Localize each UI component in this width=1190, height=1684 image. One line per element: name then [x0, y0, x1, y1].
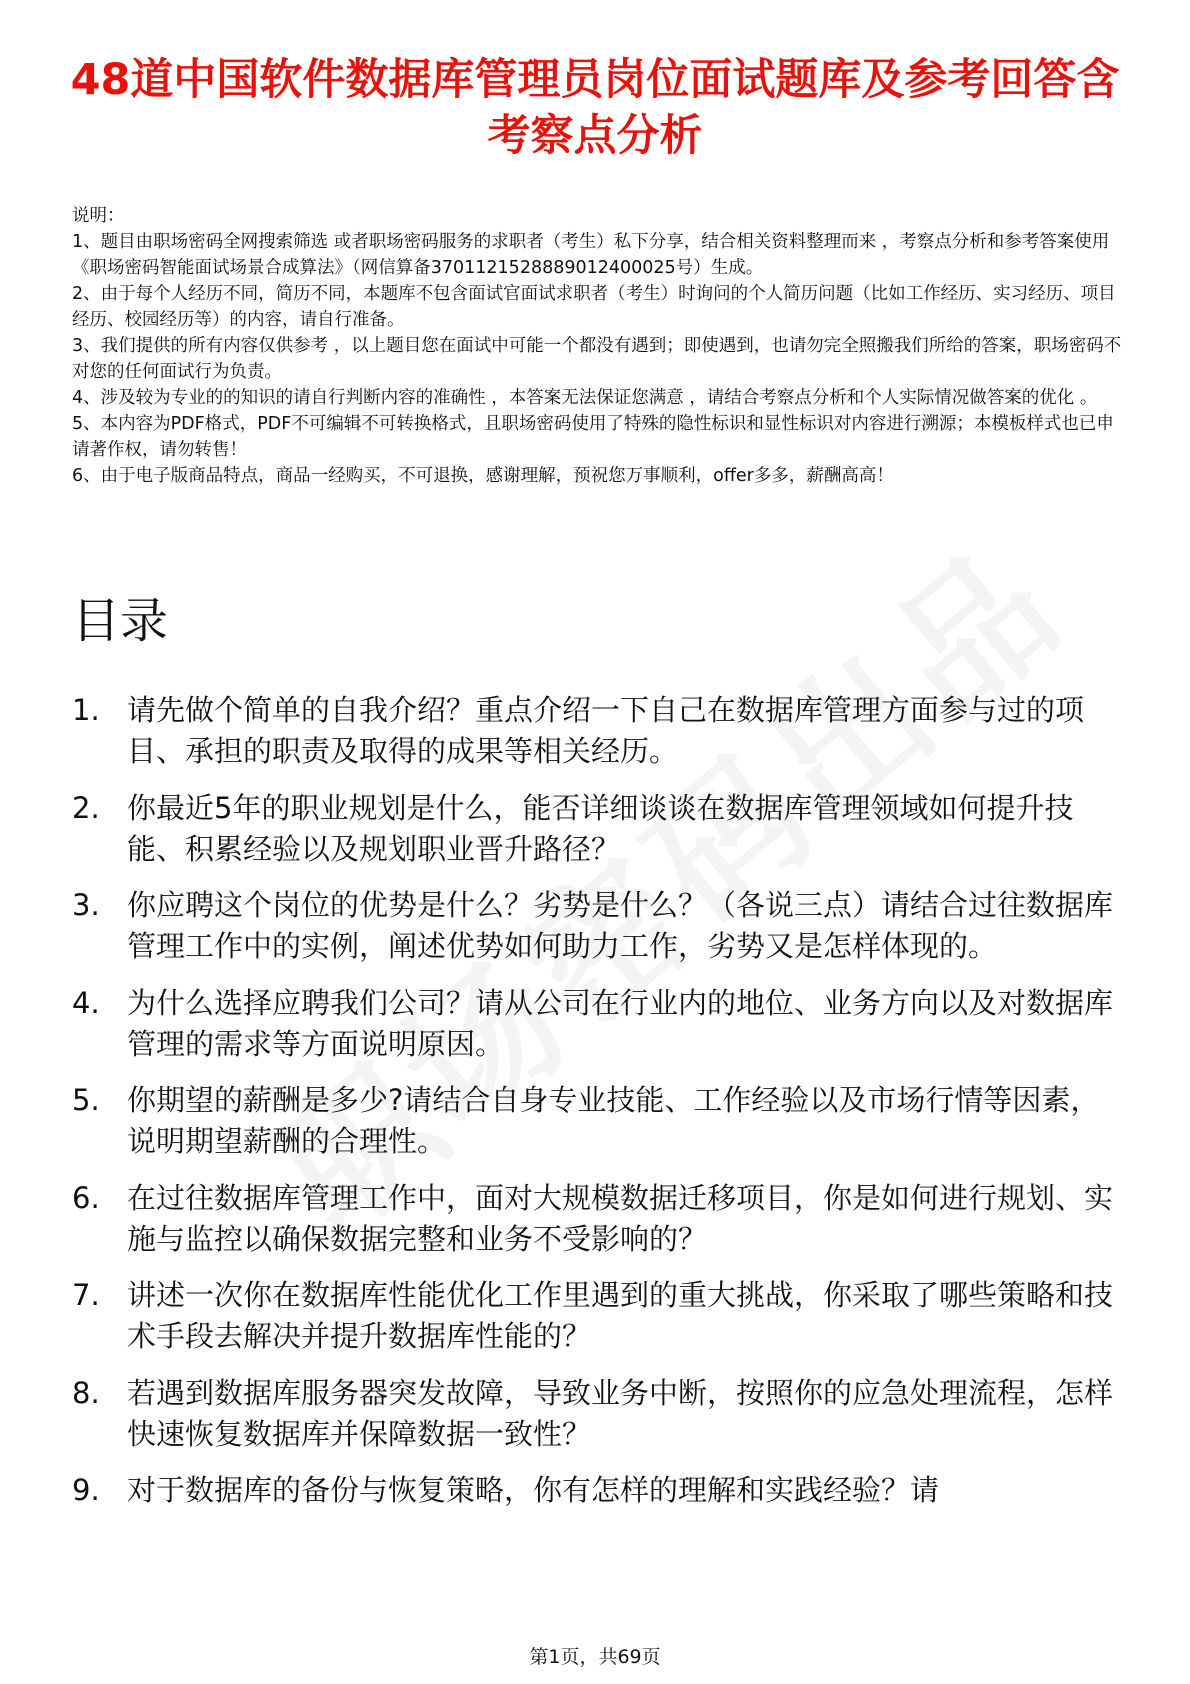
toc-item-text: 在过往数据库管理工作中，面对大规模数据迁移项目，你是如何进行规划、实施与监控以确保数据完整和业务不受影响的？ — [127, 1180, 1114, 1256]
document-title: 48道中国软件数据库管理员岗位面试题库及参考回答含考察点分析 — [70, 55, 1120, 161]
notes-line-4: 4、涉及较为专业的的知识的请自行判断内容的准确性 ，本答案无法保证您满意 ，请结合考察点分析和个人实际情况做答案的优化 。 — [72, 388, 1098, 408]
notes-line-6: 6、由于电子版商品特点，商品一经购买，不可退换，感谢理解，预祝您万事顺利，offer多多，薪酬高高！ — [72, 466, 894, 486]
toc-item-text: 你最近5年的职业规划是什么，能否详细谈谈在数据库管理领域如何提升技能、积累经验以及规划职业晋升路径？ — [127, 790, 1074, 866]
notes-line-3: 3、我们提供的所有内容仅供参考 ，以上题目您在面试中可能一个都没有遇到；即使遇到，也请勿完全照搬我们所给的答案，职场密码不对您的任何面试行为负责。 — [72, 336, 1122, 382]
toc-item-number: 2. — [72, 790, 100, 825]
toc-item-number: 4. — [72, 985, 100, 1020]
toc-item — [72, 690, 1122, 772]
toc-item-number: 8. — [72, 1375, 100, 1410]
toc-item — [72, 885, 1122, 967]
toc-item — [72, 1470, 1122, 1511]
toc-item-text: 请先做个简单的自我介绍？重点介绍一下自己在数据库管理方面参与过的项目、承担的职责及取得的成果等相关经历。 — [127, 693, 1085, 768]
notes-line-2: 2、由于每个人经历不同，简历不同，本题库不包含面试官面试求职者（考生）时询问的个人简历问题（比如工作经历、实习经历、项目经历、校园经历等）的内容，请自行准备。 — [72, 284, 1116, 330]
toc-item-number: 9. — [72, 1473, 100, 1507]
toc-item — [72, 788, 1122, 870]
toc-item-text: 讲述一次你在数据库性能优化工作里遇到的重大挑战，你采取了哪些策略和技术手段去解决并提升数据库性能的？ — [127, 1278, 1114, 1353]
page-footer: 第1页，共69页 — [529, 1646, 661, 1668]
toc-item — [72, 1080, 1122, 1162]
toc-heading: 目录 — [72, 593, 169, 649]
toc-item-number: 6. — [72, 1180, 100, 1215]
toc-item-text: 你应聘这个岗位的优势是什么？劣势是什么？（各说三点）请结合过往数据库管理工作中的实例，阐述优势如何助力工作，劣势又是怎样体现的。 — [127, 888, 1114, 963]
toc-item — [72, 1178, 1122, 1260]
toc-item-text: 你期望的薪酬是多少?请结合自身专业技能、工作经验以及市场行情等因素，说明期望薪酬的合理性。 — [127, 1083, 1100, 1158]
toc-item-number: 5. — [72, 1083, 100, 1117]
notes-heading: 说明： — [72, 206, 125, 226]
toc-item — [72, 1373, 1122, 1455]
toc-item-number: 1. — [72, 693, 100, 727]
toc-item-text: 若遇到数据库服务器突发故障，导致业务中断，按照你的应急处理流程，怎样快速恢复数据库并保障数据一致性？ — [127, 1375, 1114, 1451]
notes-line-1: 1、题目由职场密码全网搜索筛选 或者职场密码服务的求职者（考生）私下分享，结合相关资料整理而来 ，考察点分析和参考答案使用《职场密码智能面试场景合成算法》（网信算备3701121528889012400025号）生成。 — [72, 232, 1110, 278]
notes-section — [72, 203, 1122, 489]
toc-list — [72, 690, 1122, 1527]
toc-item — [72, 1275, 1122, 1357]
toc-item — [72, 983, 1122, 1065]
toc-item-text: 为什么选择应聘我们公司？请从公司在行业内的地位、业务方向以及对数据库管理的需求等方面说明原因。 — [127, 985, 1114, 1061]
toc-item-number: 3. — [72, 888, 100, 922]
toc-item-number: 7. — [72, 1278, 100, 1312]
notes-line-5: 5、本内容为PDF格式，PDF不可编辑不可转换格式，且职场密码使用了特殊的隐性标识和显性标识对内容进行溯源；本模板样式也已申请著作权，请勿转售！ — [72, 414, 1114, 460]
toc-item-text: 对于数据库的备份与恢复策略，你有怎样的理解和实践经验？请 — [127, 1473, 940, 1507]
